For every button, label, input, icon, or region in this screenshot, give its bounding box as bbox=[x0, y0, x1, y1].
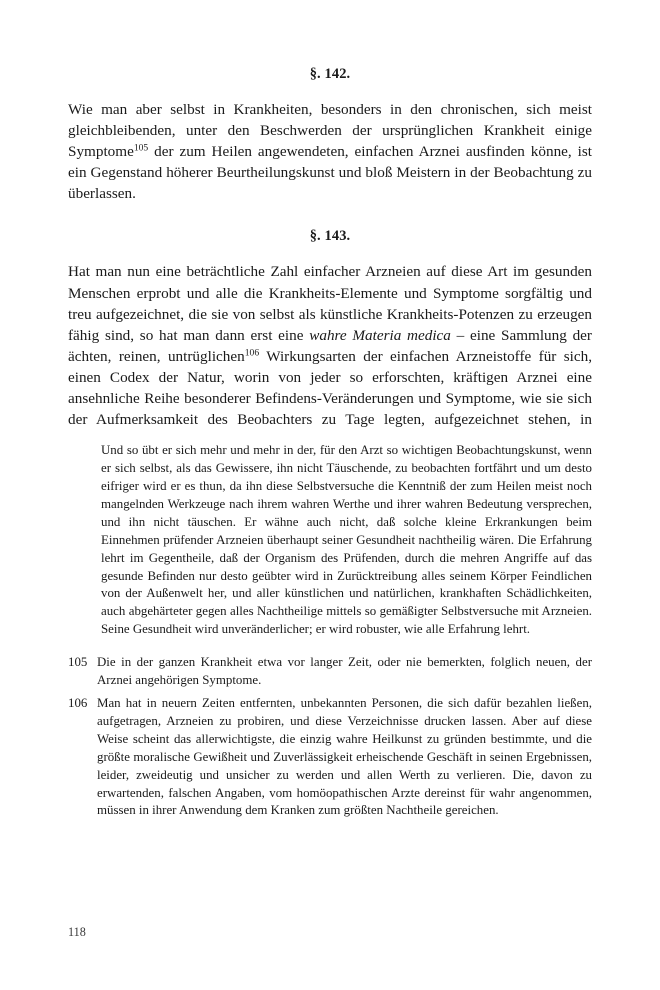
page-content bbox=[68, 0, 592, 820]
footnote-marker-106[interactable]: 106 bbox=[244, 347, 260, 359]
section-heading-143: §. 143. bbox=[309, 228, 351, 245]
footnote-number-105: 105 bbox=[68, 655, 88, 670]
paragraph-142 bbox=[68, 83, 592, 204]
materia-medica-italic-phrase: wahre Materia medica bbox=[309, 326, 451, 344]
footnote-number-106: 106 bbox=[68, 696, 88, 710]
paragraph-143 bbox=[68, 245, 592, 430]
footnote-text-106: Man hat in neuern Zeiten entfernten, unbekannten Personen, die sich dafür bezahlen ließen, aufgetragen, Arzneien zu probiren, und diese Verzeichnisse drucken lassen. Aber auf diese Weise scheint das allerwichtigste, die einzig wahre Heilkunst zu gründen bestimmte, und die größte moralische Gewißheit und Zuverlässigkeit erheischende Geschäft in seinen Ergebnissen, leider, zweideutig und unsicher zu werden und allen Werth zu verlieren. Die, davon zu erwartenden, falschen Angaben, vom homöopathischen Arzte dereinst für wahr angenommen, müssen in ihrer Anwendung dem Kranken zum größten Nachtheile gereichen. bbox=[97, 696, 592, 818]
paragraph-143-text-part3: Wirkungsarten der einfachen Arzneistoffe für sich, einen Codex der Natur, worin von jeder so erforschten, kräftigen Arznei eine ansehnliche Reihe besonderer Befindens-Veränderungen und Symptome, wie sie sich der Aufmerksamkeit des Beobachters zu Tage legten, aufgezeichnet stehen, in bbox=[68, 347, 592, 429]
paragraph-143-text-part2: – eine Sammlung der ächten, reinen, untrüglichen bbox=[68, 326, 592, 365]
paragraph-142-text-before-marker: Wie man aber selbst in Krankheiten, besonders in den chronischen, sich meist gleichbleibenden, unter den Beschwerden der ursprünglichen Krankheit einige Symptome bbox=[68, 101, 592, 161]
footnote-list bbox=[68, 639, 592, 820]
inset-commentary-block: Und so übt er sich mehr und mehr in der, für den Arzt so wichtigen Beobachtungskunst, wenn er sich selbst, als das Gewissere, ihn nicht Täuschende, zu beobachten fortfährt und um desto eifriger wird er es thun, da ihn diese Selbstversuche die Kenntniß der zum Heilen meist noch mangelnden Werkzeuge nach ihrem wahren Werthe und ihrer wahren Bedeutung versprechen, und ihn nicht täuschen. Er wähne auch nicht, daß solche kleine Erkrankungen beim Einnehmen prüfender Arzneien überhaupt seiner Gesundheit nachtheilig wären. Die Erfahrung lehrt im Gegentheile, daß der Organism des Prüfenden, durch die mehren Angriffe auf das gesunde Befinden nur desto geübter wird in Zurücktreibung alles seinem Körper Feindlichen von der Außenwelt her, und aller künstlichen und natürlichen, krankhaften Schädlichkeiten, auch abgehärteter gegen alles Nachtheilige mittels so gemäßigter Selbstversuche mit Arzneien. Seine Gesundheit wird unveränderlicher; er wird robuster, wie alle Erfahrung lehrt. bbox=[101, 443, 592, 637]
footnote-item-106 bbox=[68, 690, 592, 820]
paragraph-142-text-after-marker: der zum Heilen angewendeten, einfachen Arznei ausfinden könne, ist ein Gegenstand höherer Beurtheilungskunst und bloß Meistern in der Beobachtung zu überlassen. bbox=[68, 143, 592, 203]
footnote-marker-105[interactable]: 105 bbox=[133, 142, 149, 154]
footnote-text-105: Die in der ganzen Krankheit etwa vor langer Zeit, oder nie bemerkten, folglich neuen, der Arznei angehörigen Symptome. bbox=[97, 655, 592, 688]
section-heading-142: §. 142. bbox=[309, 66, 351, 82]
page-number: 118 bbox=[68, 925, 86, 939]
paragraph-143-text-part1: Hat man nun eine beträchtliche Zahl einfacher Arzneien auf diese Art im gesunden Menschen erprobt und alle die Krankheits-Elemente und Symptome sorgfältig und treu aufgezeichnet, die sie von selbst als künstliche Krankheits-Potenzen zu erzeugen fähig sind, so hat man dann erst eine bbox=[68, 263, 592, 344]
footnote-item-105 bbox=[68, 649, 592, 690]
